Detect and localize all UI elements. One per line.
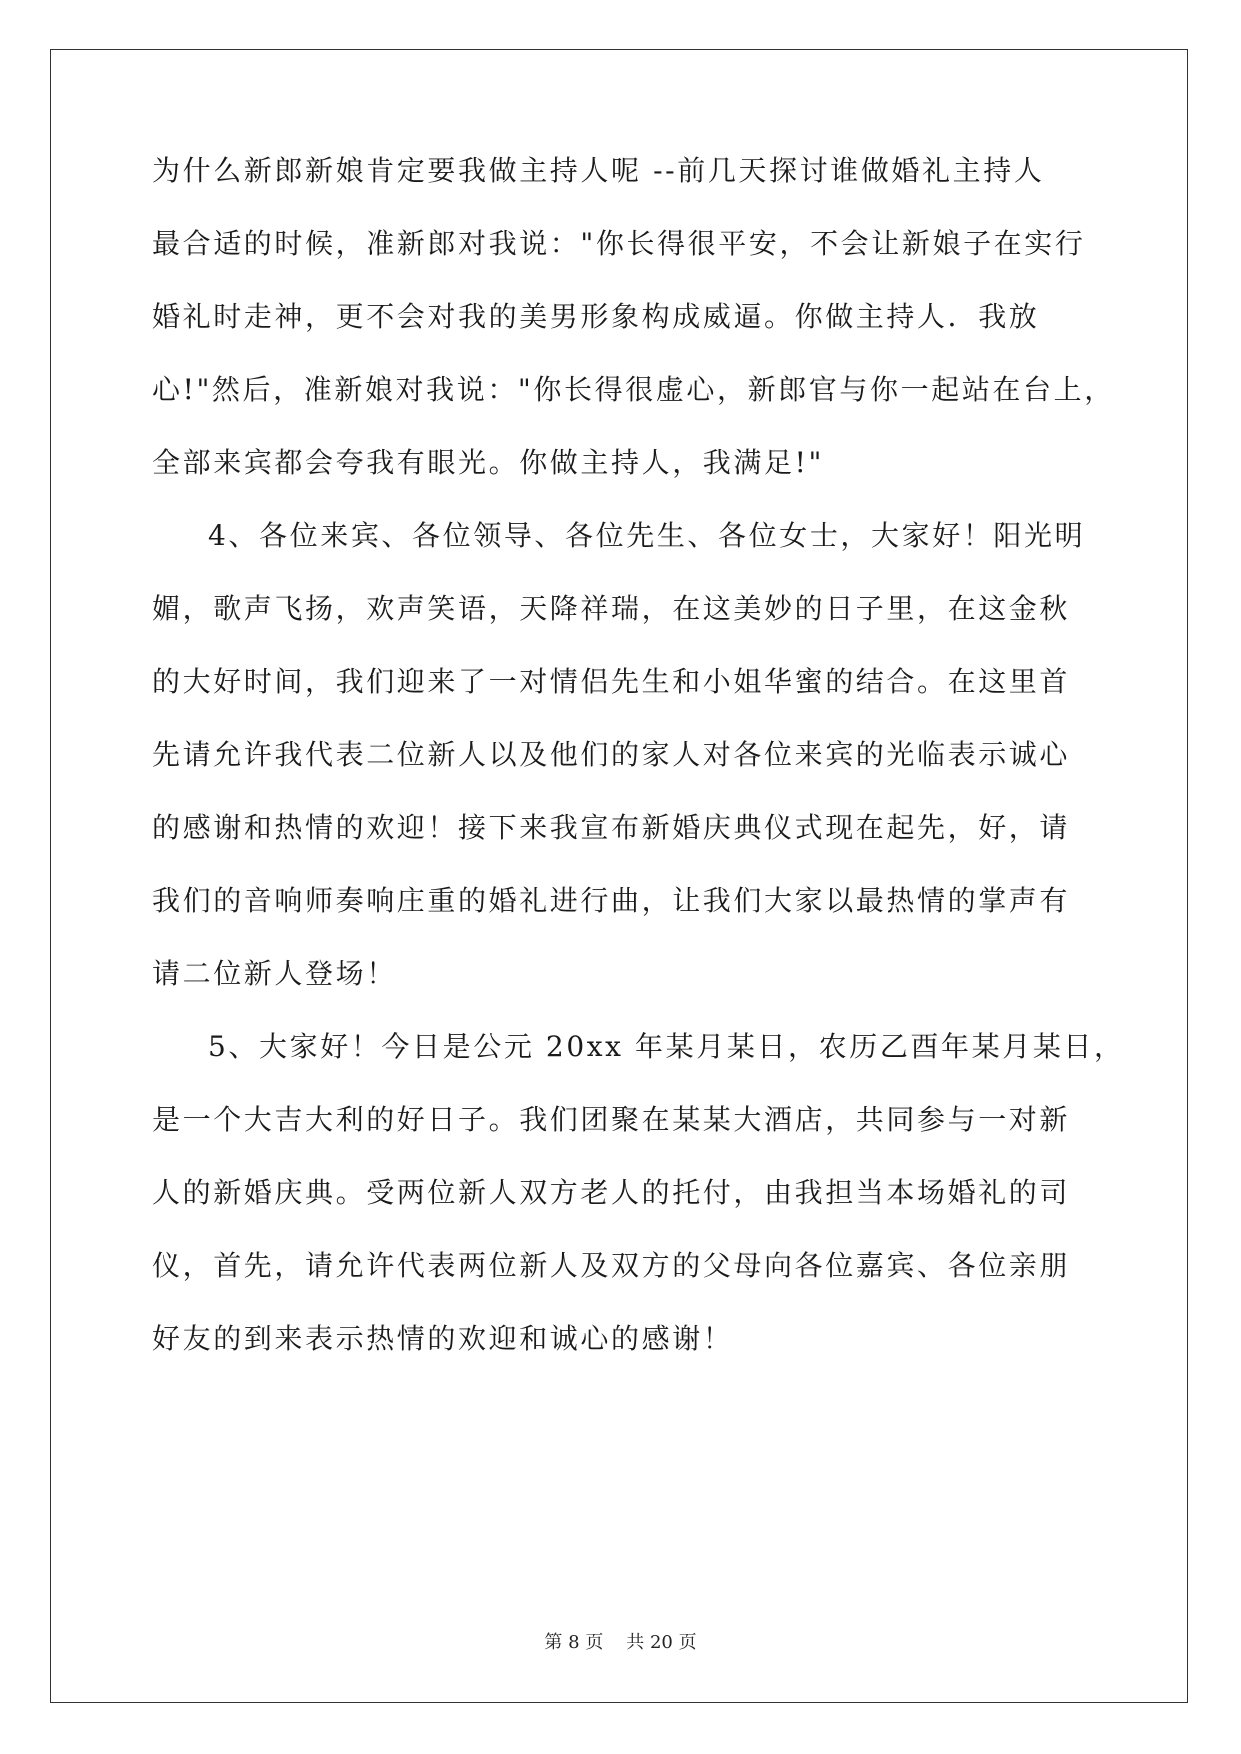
text-line: 仪，首先，请允许代表两位新人及双方的父母向各位嘉宾、各位亲朋	[152, 1249, 1071, 1282]
text-line: 请二位新人登场！	[152, 957, 397, 990]
text-line: 心!"然后，准新娘对我说："你长得很虚心，新郎官与你一起站在台上，	[152, 373, 1115, 406]
text-line: 全部来宾都会夸我有眼光。你做主持人，我满足!"	[152, 446, 824, 479]
text-line: 好友的到来表示热情的欢迎和诚心的感谢！	[152, 1322, 734, 1355]
paragraph-5-start: 5、大家好！今日是公元 20xx 年某月某日，农历乙酉年某月某日，	[208, 1030, 1125, 1063]
paragraph-4-start: 4、各位来宾、各位领导、各位先生、各位女士，大家好！阳光明	[208, 519, 1086, 552]
text-line: 人的新婚庆典。受两位新人双方老人的托付，由我担当本场婚礼的司	[152, 1176, 1071, 1209]
text-line: 最合适的时候，准新郎对我说："你长得很平安，不会让新娘子在实行	[152, 227, 1086, 260]
text-line: 的大好时间，我们迎来了一对情侣先生和小姐华蜜的结合。在这里首	[152, 665, 1071, 698]
text-line: 媚，歌声飞扬，欢声笑语，天降祥瑞，在这美妙的日子里，在这金秋	[152, 592, 1071, 625]
text-line: 先请允许我代表二位新人以及他们的家人对各位来宾的光临表示诚心	[152, 738, 1071, 771]
text-line: 我们的音响师奏响庄重的婚礼进行曲，让我们大家以最热情的掌声有	[152, 884, 1071, 917]
page-total: 共 20 页	[626, 1632, 697, 1653]
text-line: 婚礼时走神，更不会对我的美男形象构成威逼。你做主持人．我放	[152, 300, 1040, 333]
text-line: 是一个大吉大利的好日子。我们团聚在某某大酒店，共同参与一对新	[152, 1103, 1071, 1136]
text-line: 为什么新郎新娘肯定要我做主持人呢 --前几天探讨谁做婚礼主持人	[152, 154, 1045, 187]
page-number: 第 8 页	[544, 1632, 604, 1653]
text-line: 的感谢和热情的欢迎！接下来我宣布新婚庆典仪式现在起先，好，请	[152, 811, 1071, 844]
page-footer	[0, 1628, 1241, 1654]
